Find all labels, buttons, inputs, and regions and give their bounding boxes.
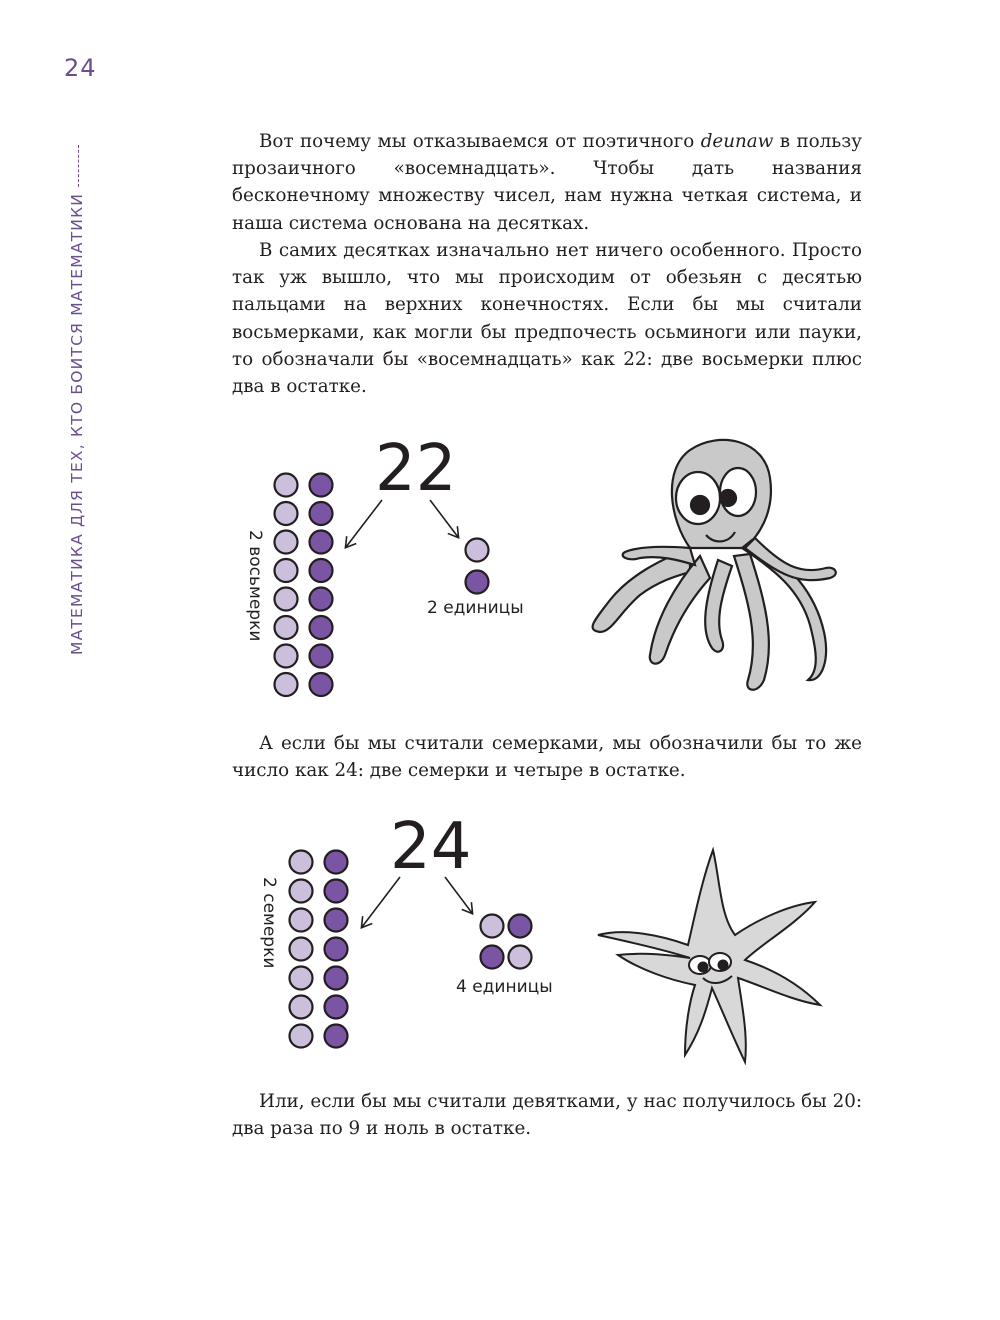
bead-dark: [325, 938, 348, 961]
paragraph-1: [232, 128, 862, 237]
starfish-illustration: [598, 850, 820, 1062]
running-head-rule: [78, 145, 79, 187]
bead-light: [290, 851, 313, 874]
figure-2-number: 24: [390, 810, 472, 884]
bead-light: [275, 673, 298, 696]
bead-light: [290, 880, 313, 903]
bead-light: [290, 967, 313, 990]
figure-2-bead-columns: [290, 851, 348, 1048]
bead-dark: [310, 531, 333, 554]
unit-bead: [481, 915, 504, 938]
octopus-illustration: [593, 440, 836, 690]
figure-1-bead-columns: [275, 474, 333, 697]
paragraph-1-italic-word: deunaw: [700, 131, 774, 152]
bead-light: [275, 531, 298, 554]
bead-dark: [325, 909, 348, 932]
page-number: 24: [64, 54, 97, 82]
bead-light: [275, 645, 298, 668]
figure-1-units-label: 2 единицы: [427, 598, 524, 618]
unit-bead: [466, 571, 489, 594]
figure-2-units-label: 4 единицы: [456, 977, 553, 997]
paragraph-1-before: Вот почему мы отказываемся от поэтичного: [259, 131, 701, 152]
bead-dark: [310, 559, 333, 582]
paragraph-4: [232, 1088, 862, 1142]
bead-light: [290, 996, 313, 1019]
unit-bead: [509, 946, 532, 969]
bead-light: [275, 616, 298, 639]
running-head: [68, 145, 86, 655]
paragraph-3: [232, 730, 862, 784]
paragraph-2: [232, 237, 862, 400]
bead-dark: [310, 474, 333, 497]
figure-1-unit-beads: [466, 539, 489, 594]
bead-dark: [310, 673, 333, 696]
bead-dark: [310, 588, 333, 611]
bead-light: [275, 559, 298, 582]
unit-bead: [466, 539, 489, 562]
bead-light: [290, 938, 313, 961]
figure-base-eight-svg: [240, 425, 860, 710]
figure-1-number: 22: [375, 432, 457, 506]
arrow-left-icon: [346, 500, 382, 547]
unit-bead: [481, 946, 504, 969]
bead-dark: [325, 996, 348, 1019]
bead-dark: [325, 967, 348, 990]
figure-2-unit-beads: [481, 915, 532, 969]
bead-dark: [325, 1025, 348, 1048]
figure-2-group-label: 2 семерки: [259, 877, 279, 969]
bead-dark: [310, 616, 333, 639]
figure-1-group-label: 2 восьмерки: [245, 530, 265, 642]
paragraph-1-after: в пользу прозаичного «восемнадцать». Чтобы дать названия бесконечному множеству чисел, нам нужна четкая система, и наша система основана на десятках.: [232, 131, 862, 234]
bead-dark: [325, 880, 348, 903]
paragraph-3-text: А если бы мы считали семерками, мы обозначили бы то же число как 24: две семерки и четыре в остатке.: [232, 733, 862, 782]
bead-dark: [325, 851, 348, 874]
paragraph-4-text: Или, если бы мы считали девятками, у нас получилось бы 20: два раза по 9 и ноль в остатке.: [232, 1091, 862, 1140]
figure-base-seven-svg: [240, 805, 860, 1070]
bead-light: [275, 502, 298, 525]
figure-base-eight: [240, 425, 860, 710]
paragraph-2-text: В самих десятках изначально нет ничего особенного. Просто так уж вышло, что мы происходим от обезьян с десятью пальцами на верхних конечностях. Если бы мы считали восьмерками, как могли бы предпочесть осьминоги или пауки, то обозначали бы «восемнадцать» как 22: две восьмерки плюс два в остатке.: [232, 240, 862, 398]
bead-dark: [310, 645, 333, 668]
bead-light: [290, 909, 313, 932]
bead-light: [290, 1025, 313, 1048]
figure-base-seven: [240, 805, 860, 1070]
bead-dark: [310, 502, 333, 525]
bead-light: [275, 474, 298, 497]
arrow-left-icon: [362, 877, 400, 927]
running-head-title: МАТЕМАТИКА ДЛЯ ТЕХ, КТО БОИТСЯ МАТЕМАТИКИ: [68, 192, 86, 655]
unit-bead: [509, 915, 532, 938]
bead-light: [275, 588, 298, 611]
